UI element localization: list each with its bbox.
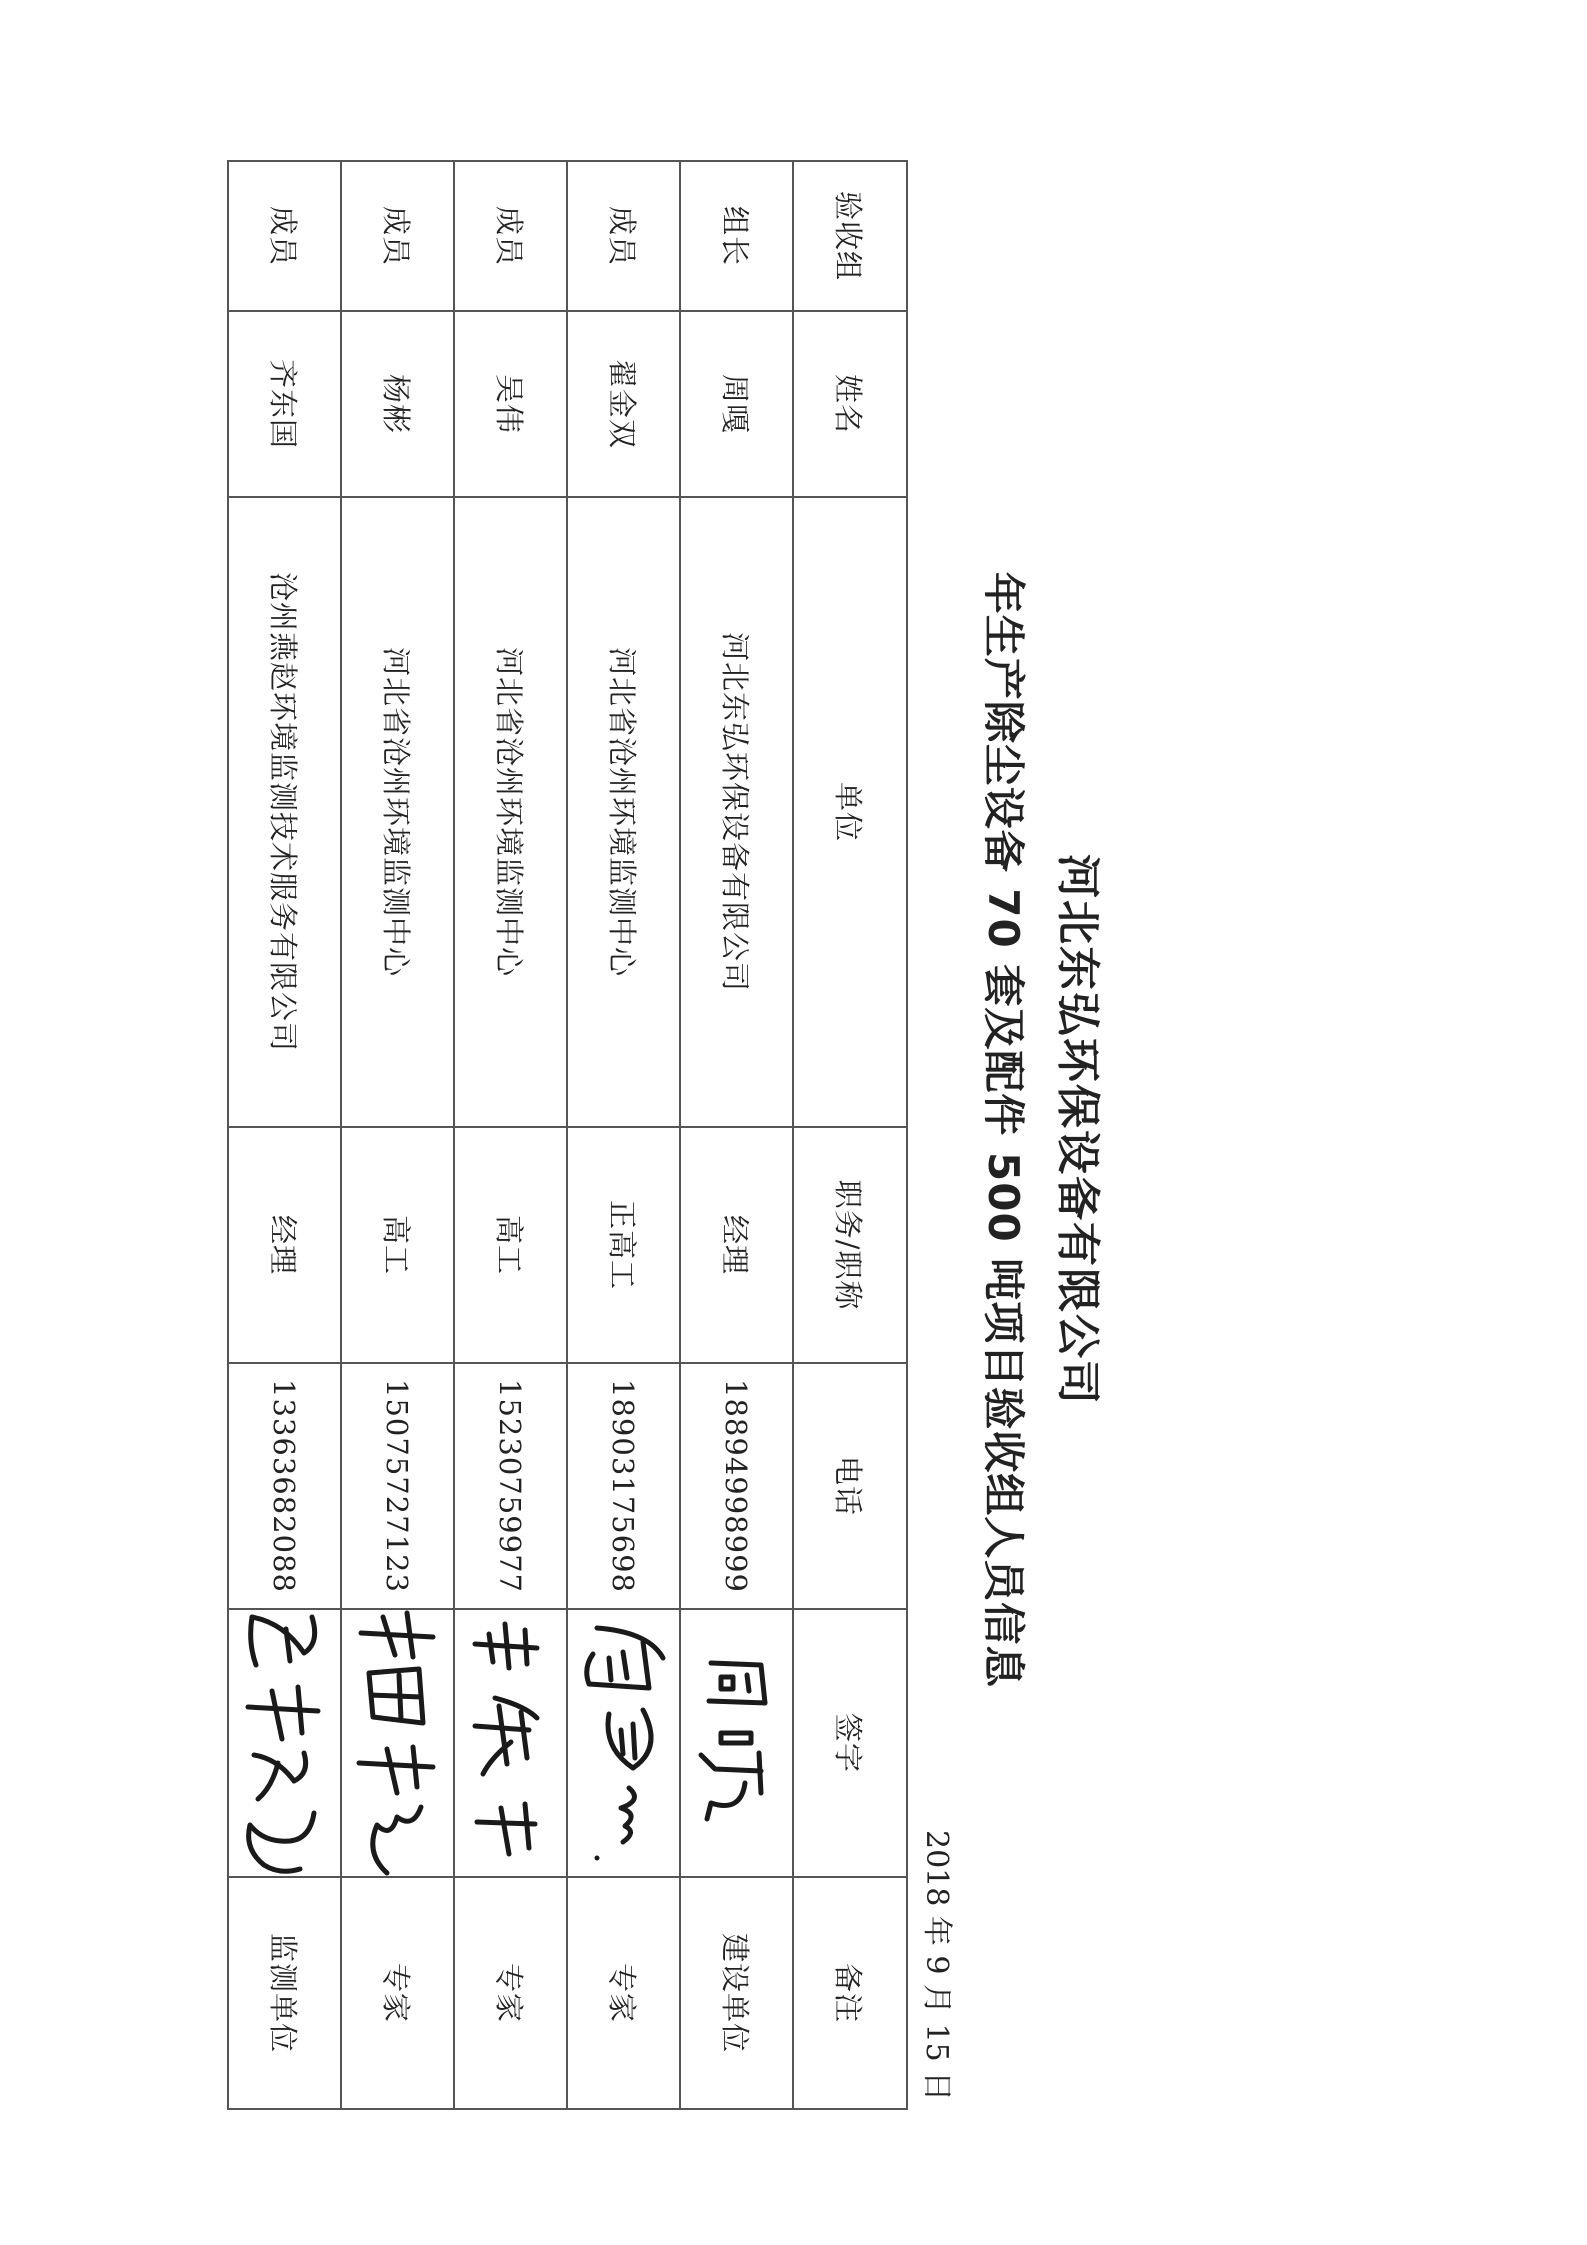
table-row	[228, 161, 341, 2109]
cell-note: 专家	[454, 1877, 567, 2109]
cell-signature	[454, 1609, 567, 1877]
header-note: 备注	[793, 1877, 907, 2109]
handwritten-signature	[235, 1609, 335, 1877]
cell-unit: 河北省沧州环境监测中心	[567, 497, 680, 1127]
cell-title: 高工	[454, 1127, 567, 1363]
cell-unit: 沧州燕赵环境监测技术服务有限公司	[228, 497, 341, 1127]
cell-note: 监测单位	[228, 1877, 341, 2109]
header-group: 验收组	[793, 161, 907, 311]
document-date: 2018 年 9 月 15 日	[919, 1830, 954, 2102]
cell-phone: 13363682088	[228, 1363, 341, 1609]
cell-signature	[228, 1609, 341, 1877]
cell-title: 高工	[341, 1127, 454, 1363]
table-header-row	[793, 161, 907, 2109]
acceptance-team-table	[227, 160, 908, 2110]
header-phone: 电话	[793, 1363, 907, 1609]
table-row	[567, 161, 680, 2109]
cell-name: 周嘎	[680, 311, 793, 497]
cell-group: 成员	[567, 161, 680, 311]
cell-title: 正高工	[567, 1127, 680, 1363]
rotated-sheet	[266, 150, 1170, 2110]
cell-signature	[341, 1609, 454, 1877]
handwritten-signature	[692, 1643, 782, 1843]
cell-note: 专家	[341, 1877, 454, 2109]
cell-note: 专家	[567, 1877, 680, 2109]
cell-group: 组长	[680, 161, 793, 311]
handwritten-signature	[348, 1609, 448, 1877]
cell-name: 翟金双	[567, 311, 680, 497]
header-title: 职务/职称	[793, 1127, 907, 1363]
table-row	[341, 161, 454, 2109]
cell-unit: 河北省沧州环境监测中心	[454, 497, 567, 1127]
cell-name: 齐东国	[228, 311, 341, 497]
cell-phone: 15230759977	[454, 1363, 567, 1609]
cell-title: 经理	[228, 1127, 341, 1363]
cell-group: 成员	[454, 161, 567, 311]
cell-group: 成员	[228, 161, 341, 311]
cell-group: 成员	[341, 161, 454, 311]
cell-phone: 18903175698	[567, 1363, 680, 1609]
cell-signature	[567, 1609, 680, 1877]
cell-title: 经理	[680, 1127, 793, 1363]
document-subtitle: 年生产除尘设备 70 套及配件 500 吨项目验收组人员信息	[979, 571, 1028, 1689]
cell-name: 吴伟	[454, 311, 567, 497]
header-name: 姓名	[793, 311, 907, 497]
cell-signature	[680, 1609, 793, 1877]
handwritten-signature	[574, 1618, 674, 1868]
table-row	[454, 161, 567, 2109]
header-signature: 签字	[793, 1609, 907, 1877]
handwritten-signature	[466, 1609, 556, 1877]
cell-unit: 河北东弘环保设备有限公司	[680, 497, 793, 1127]
cell-unit: 河北省沧州环境监测中心	[341, 497, 454, 1127]
table-row	[680, 161, 793, 2109]
cell-phone: 18894998999	[680, 1363, 793, 1609]
cell-name: 杨彬	[341, 311, 454, 497]
header-unit: 单位	[793, 497, 907, 1127]
cell-phone: 15075727123	[341, 1363, 454, 1609]
company-title: 河北东弘环保设备有限公司	[1052, 854, 1103, 1406]
cell-note: 建设单位	[680, 1877, 793, 2109]
